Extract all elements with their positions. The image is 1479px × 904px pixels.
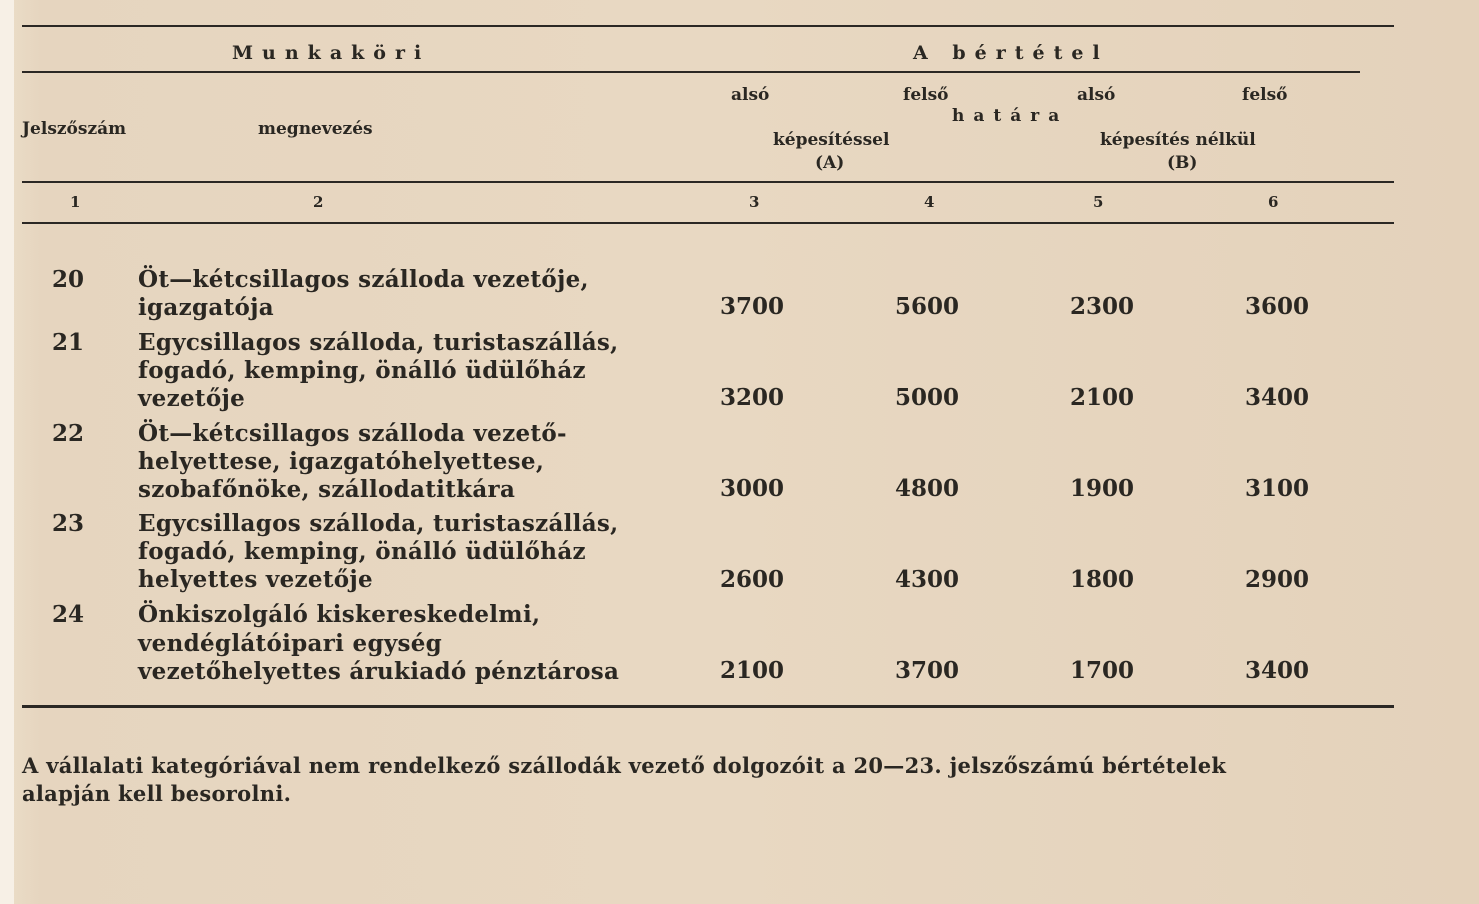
header-tag-a: (A)	[815, 153, 845, 173]
row-name-line: fogadó, kemping, önálló üdülőház	[138, 538, 586, 565]
header-kepesitessel: képesítéssel	[773, 130, 890, 150]
group-header-munkakori: Munkaköri	[232, 42, 431, 64]
header-felso-a: felső	[903, 85, 949, 105]
row-value-a-lower: 3700	[720, 293, 785, 320]
row-name-line: igazgatója	[138, 294, 274, 321]
row-name-line: szobafőnöke, szállodatitkára	[138, 476, 516, 503]
row-value-b-upper: 3400	[1245, 657, 1310, 684]
header-bottom-rule	[22, 181, 1394, 183]
header-hatara: határa	[952, 106, 1069, 126]
header-megnevezes: megnevezés	[258, 119, 373, 139]
row-value-b-upper: 3100	[1245, 475, 1310, 502]
row-code: 20	[52, 266, 85, 293]
column-number-1: 1	[70, 193, 81, 211]
row-value-b-upper: 3600	[1245, 293, 1310, 320]
group-header-bertetel: A bértétel	[913, 42, 1109, 64]
header-tag-b: (B)	[1167, 153, 1198, 173]
row-value-b-upper: 2900	[1245, 566, 1310, 593]
row-name-line: Egycsillagos szálloda, turistaszállás,	[138, 510, 619, 537]
row-name-line: helyettes vezetője	[138, 566, 373, 593]
column-number-2: 2	[313, 193, 324, 211]
column-numbers-rule	[22, 222, 1394, 224]
row-value-a-lower: 3000	[720, 475, 785, 502]
header-kepesites-nelkul: képesítés nélkül	[1100, 130, 1256, 150]
footnote-line-2: alapján kell besorolni.	[22, 781, 292, 806]
row-value-a-upper: 4300	[895, 566, 960, 593]
row-value-a-upper: 3700	[895, 657, 960, 684]
table-top-rule	[22, 25, 1394, 27]
row-value-a-lower: 2600	[720, 566, 785, 593]
row-name-line: vezetője	[138, 385, 246, 412]
row-code: 23	[52, 510, 85, 537]
row-value-b-lower: 2300	[1070, 293, 1135, 320]
row-name-line: Önkiszolgáló kiskereskedelmi,	[138, 601, 541, 628]
group-header-rule	[22, 71, 1360, 73]
footnote-line-1: A vállalati kategóriával nem rendelkező szállodák vezető dolgozóit a 20—23. jelszőszámú bértételek	[22, 753, 1227, 778]
row-code: 21	[52, 329, 85, 356]
row-value-a-lower: 3200	[720, 384, 785, 411]
column-number-4: 4	[924, 193, 935, 211]
row-code: 22	[52, 420, 85, 447]
header-also-b: alsó	[1077, 85, 1116, 105]
column-number-5: 5	[1093, 193, 1104, 211]
row-value-b-upper: 3400	[1245, 384, 1310, 411]
row-name-line: Öt—kétcsillagos szálloda vezető-	[138, 420, 567, 447]
row-value-b-lower: 2100	[1070, 384, 1135, 411]
row-name-line: Öt—kétcsillagos szálloda vezetője,	[138, 266, 589, 293]
header-jelszoszam: Jelszőszám	[22, 119, 127, 139]
row-value-a-upper: 5600	[895, 293, 960, 320]
row-name-line: fogadó, kemping, önálló üdülőház	[138, 357, 586, 384]
row-value-b-lower: 1800	[1070, 566, 1135, 593]
table-bottom-rule	[22, 705, 1394, 708]
header-felso-b: felső	[1242, 85, 1288, 105]
row-name-line: helyettese, igazgatóhelyettese,	[138, 448, 545, 475]
row-value-b-lower: 1700	[1070, 657, 1135, 684]
row-name-line: vendéglátóipari egység	[138, 630, 443, 657]
row-value-a-upper: 4800	[895, 475, 960, 502]
column-number-6: 6	[1268, 193, 1279, 211]
row-value-a-lower: 2100	[720, 657, 785, 684]
row-code: 24	[52, 601, 85, 628]
row-name-line: vezetőhelyettes árukiadó pénztárosa	[138, 658, 620, 685]
column-number-3: 3	[749, 193, 760, 211]
row-value-a-upper: 5000	[895, 384, 960, 411]
row-value-b-lower: 1900	[1070, 475, 1135, 502]
header-also-a: alsó	[731, 85, 770, 105]
row-name-line: Egycsillagos szálloda, turistaszállás,	[138, 329, 619, 356]
